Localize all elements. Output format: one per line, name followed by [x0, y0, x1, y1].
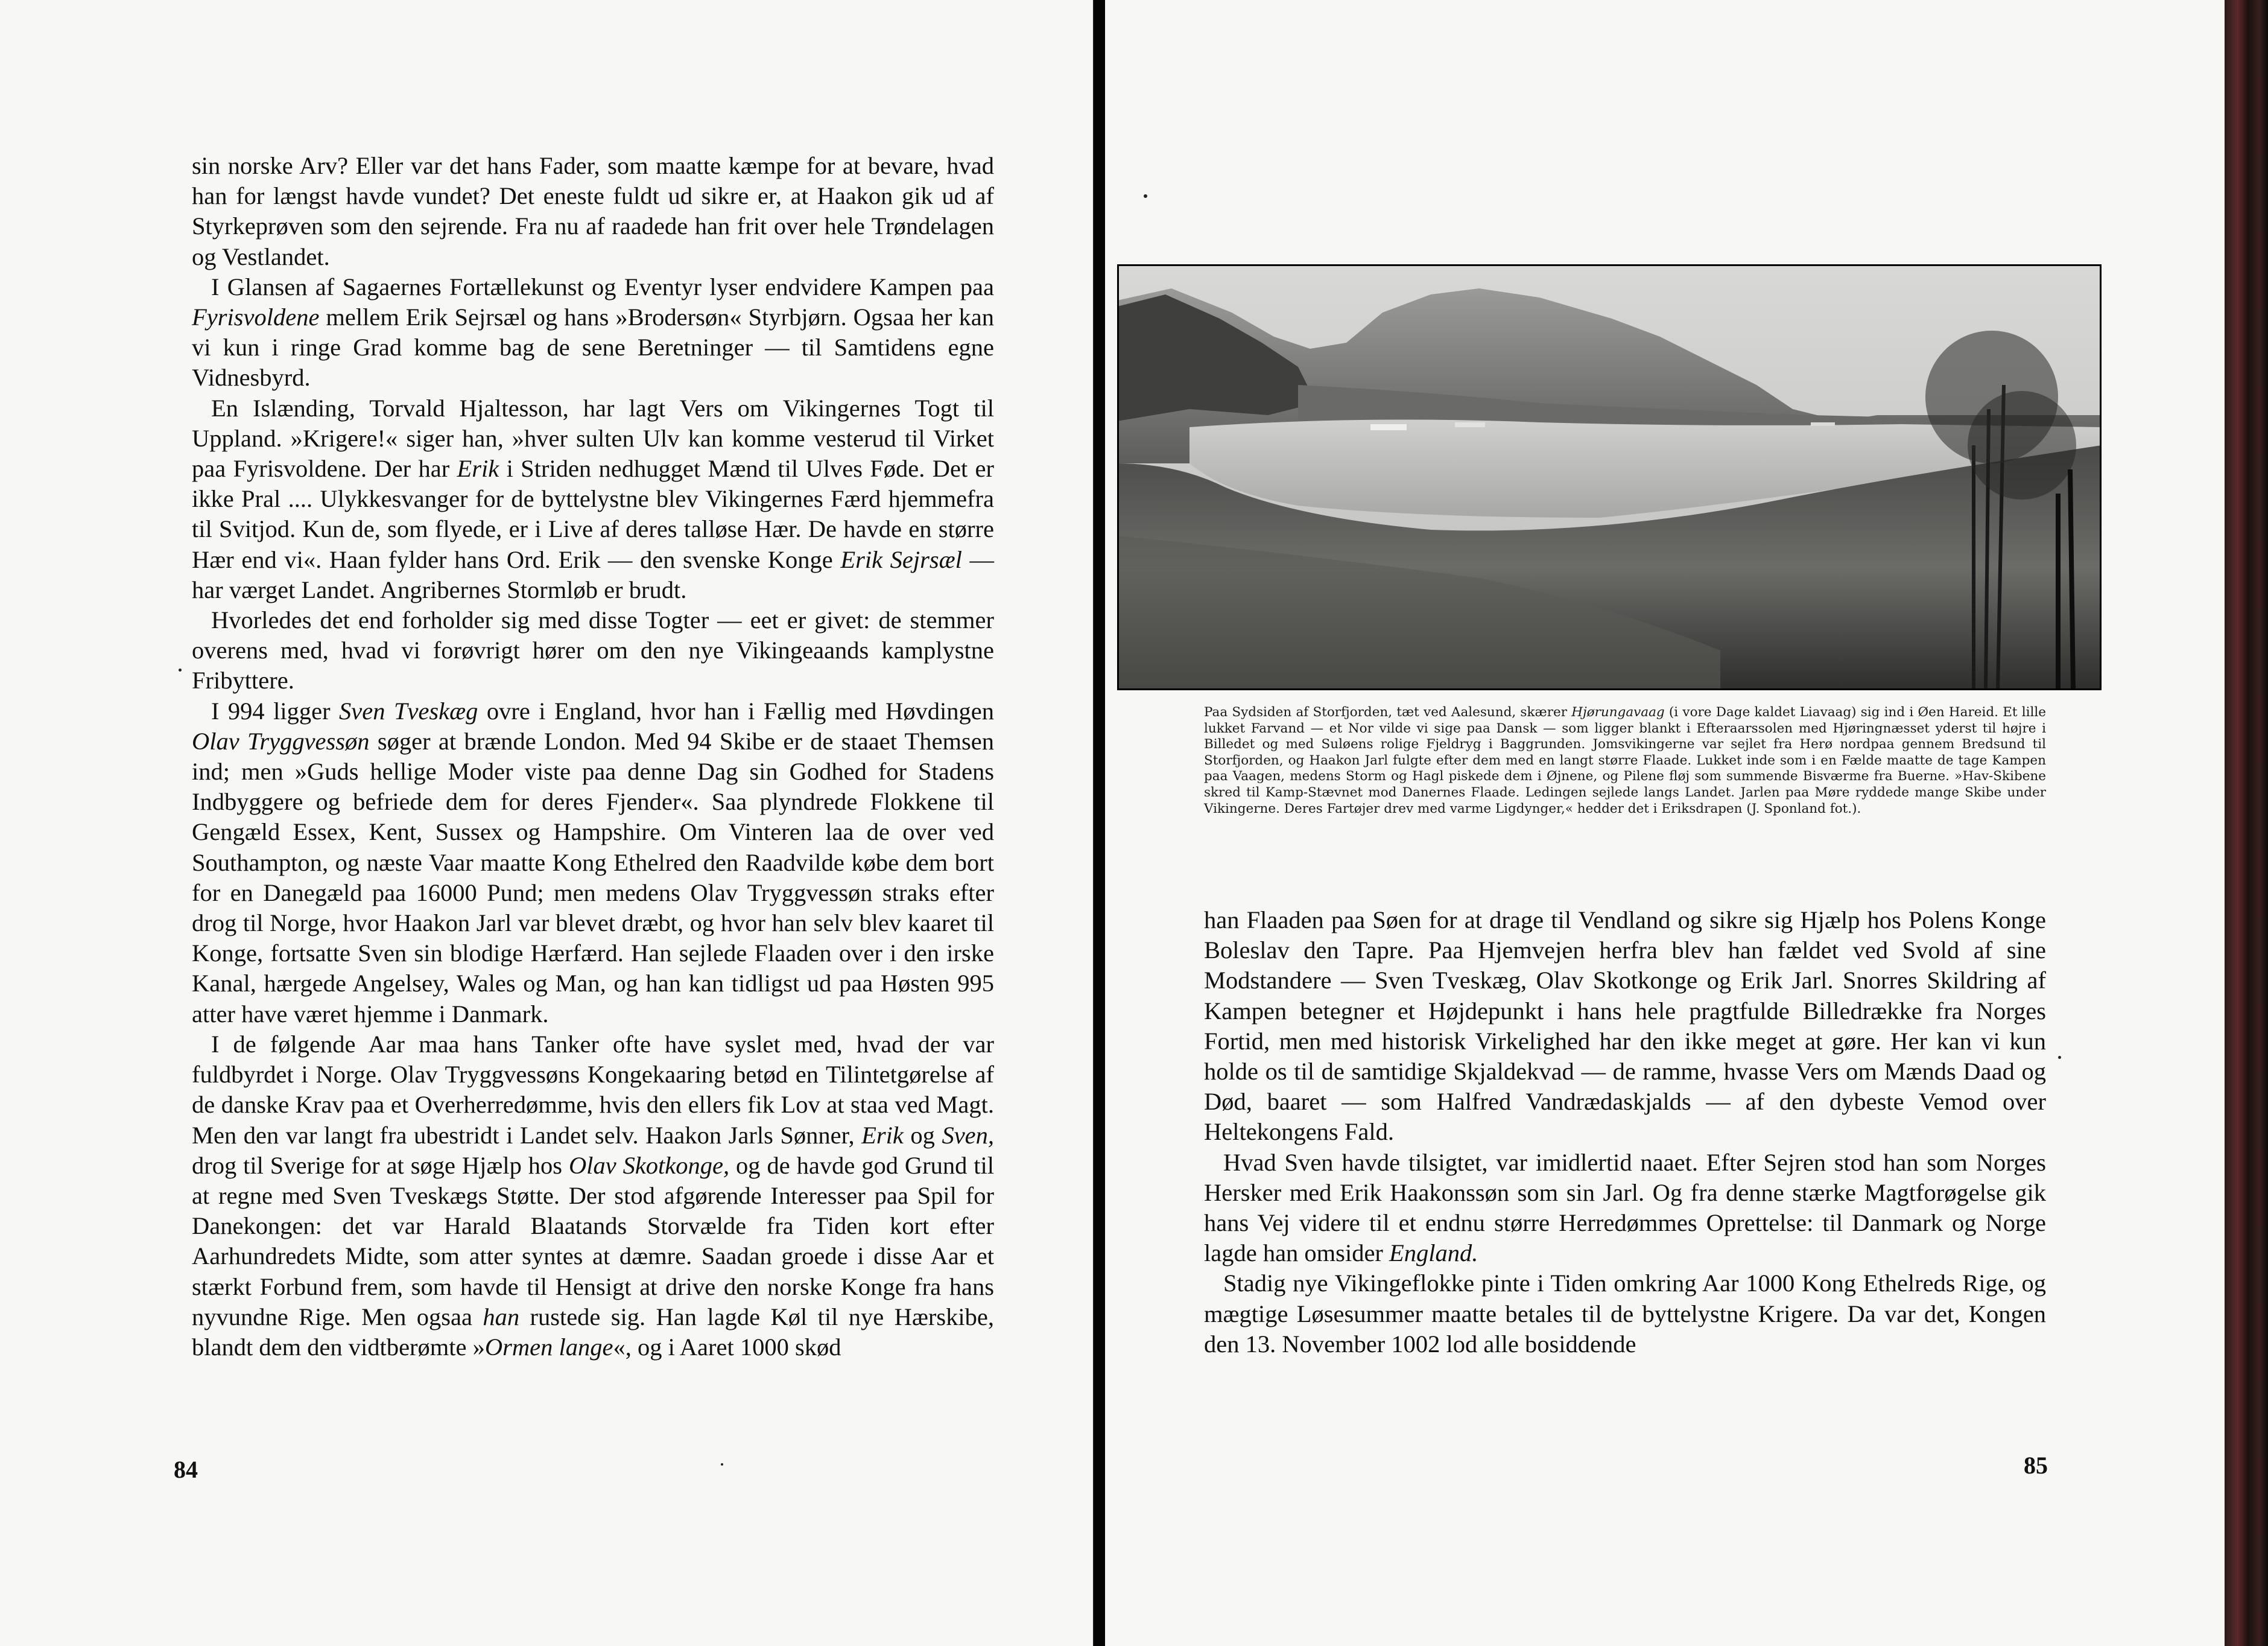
- text-run: — har værget Landet. Angribernes Stormløb er brudt.: [192, 545, 995, 603]
- italic-text: Ormen lange: [484, 1333, 613, 1361]
- text-run: rustede sig. Han lagde Køl til nye Hærskibe, blandt dem den vidtberømte »: [192, 1303, 994, 1361]
- italic-text: han: [483, 1303, 520, 1330]
- page-number-left: 84: [174, 1456, 198, 1483]
- text-run: Hvorledes det end forholder sig med disse Togter — eet er givet: de stemmer overens med, hvad vi forøvrigt hører om den nye Vikingeaands kamplystne Fribyttere.: [192, 606, 994, 694]
- italic-text: Olav Skotkonge,: [568, 1151, 730, 1179]
- italic-text: Olav Tryggvessøn: [192, 727, 370, 755]
- left-page: [0, 0, 1094, 1646]
- text-run: I 994 ligger: [211, 697, 340, 725]
- paragraph: [192, 393, 994, 605]
- italic-text: Erik: [457, 455, 499, 483]
- scan-speck: [2058, 1056, 2061, 1059]
- text-run: I Glansen af Sagaernes Fortællekunst og Eventyr lyser endvidere Kampen paa: [211, 273, 994, 300]
- text-run: Paa Sydsiden af Storfjorden, tæt ved Aalesund, skærer: [1204, 705, 1572, 720]
- italic-text: Erik: [861, 1121, 904, 1149]
- right-page-body: [1204, 905, 2046, 1359]
- scan-speck: [179, 669, 182, 672]
- paragraph: [192, 605, 994, 696]
- paragraph: [1204, 905, 2046, 1148]
- italic-text: Fyrisvoldene: [192, 303, 320, 331]
- italic-text: Erik Sejrsæl: [840, 545, 962, 573]
- text-run: og: [903, 1121, 942, 1149]
- text-run: (i vore Dage kaldet Liavaag) sig ind i Øen Hareid. Et lille lukket Farvand — et Nor vilde vi sige paa Dansk — som ligger blankt i Efteraarssolen med Hjøringnæsset yderst til højre i Billedet og med Suløens rolige Fjeldryg i Baggrunden. Jomsvikingerne var sejlet fra Herø nordpaa gennem Bredsund til Storfjorden, og Haakon Jarl fulgte efter dem med en langt større Flaade. Lukket inde som i en Fælde maatte de tage Kampen paa Vaagen, medens Storm og Hagl piskede dem i Øjnene, og Pilene fløj som summende Bisværme fra Buerne. »Hav-Skibene skred til Kamp-Stævnet mod Danernes Flaade. Ledingen sejlede langs Landet. Jarlen paa Møre ryddede mange Skibe under Vikingerne. Deres Fartøjer drev med varme Ligdynger,« hedder det i Eriksdrapen (J. Sponland fot.).: [1204, 705, 2046, 816]
- page-number-right: 85: [2024, 1452, 2048, 1479]
- text-run: i Striden nedhugget Mænd til Ulves Føde. Det er ikke Pral .... Ulykkesvanger for de byttelystne blev Vikingernes Færd hjemmefra til Svitjod. Kun de, som flyede, er i Live af deres talløse Hær. De havde en større Hær end vi«. Haan fylder hans Ord. Erik — den svenske Konge: [192, 455, 995, 573]
- paragraph: [1204, 1268, 2046, 1359]
- paragraph: [192, 1029, 994, 1362]
- fjord-landscape-image: [1117, 264, 2102, 690]
- paragraph: [1204, 1148, 2046, 1269]
- text-run: og de havde god Grund til at regne med Sven Tveskægs Støtte. Der stod afgørende Interesser paa Spil for Danekongen: det var Harald Blaatands Storvælde fra Tiden kort efter Aarhundredets Midte, som atter syntes at dæmre. Saadan groede i disse Aar et stærkt Forbund frem, som havde til Hensigt at drive den norske Konge fra hans nyvundne Rige. Men ogsaa: [192, 1151, 995, 1330]
- scan-speck: [721, 1463, 723, 1466]
- text-run: sin norske Arv? Eller var det hans Fader, som maatte kæmpe for at bevare, hvad han for længst havde vundet? Det eneste fuldt ud sikre er, at Haakon gik ud af Styrkeprøven som den sejrende. Fra nu af raadede han frit over hele Trøndelagen og Vestlandet.: [192, 152, 994, 270]
- paragraph: [192, 272, 994, 393]
- italic-text: Hjørungavaag: [1571, 705, 1665, 720]
- text-run: han Flaaden paa Søen for at drage til Vendland og sikre sig Hjælp hos Polens Konge Boleslav den Tapre. Paa Hjemvejen herfra blev han fældet ved Svold af sine Modstandere — Sven Tveskæg, Olav Skotkonge og Erik Jarl. Snorres Skildring af Kampen betegner et Højdepunkt i hans hele pragtfulde Billedrække fra Norges Fortid, men med historisk Virkelighed har den ikke meget at gøre. Her kan vi kun holde os til de samtidige Skjaldekvad — de ramme, hvasse Vers om Mænds Daad og Død, baaret — som Halfred Vandrædaskjalds — af den dybeste Vemod over Heltekongens Fald.: [1204, 906, 2046, 1146]
- text-run: En Islænding, Torvald Hjaltesson, har lagt Vers om Vikingernes Togt til Uppland. »Krigere!« siger han, »hver sulten Ulv kan komme vesterud til Virket paa Fyrisvoldene. Der har: [192, 394, 994, 483]
- text-run: Hvad Sven havde tilsigtet, var imidlertid naaet. Efter Sejren stod han som Norges Hersker med Erik Haakonssøn som sin Jarl. Og fra denne stærke Magtforøgelse gik hans Vej videre til et endnu større Herredømmes Oprettelse: til Danmark og Norge lagde han omsider: [1204, 1148, 2046, 1267]
- text-run: I de følgende Aar maa hans Tanker ofte have syslet med, hvad der var fuldbyrdet i Norge. Olav Tryggvessøns Kongekaaring betød en Tilintetgørelse af de danske Krav paa et Overherredømme, hvis den ellers fik Lov at staa ved Magt. Men den var langt fra ubestridt i Landet selv. Haakon Jarls Sønner,: [192, 1030, 994, 1149]
- fjord-photograph: [1117, 264, 2102, 690]
- text-run: Stadig nye Vikingeflokke pinte i Tiden omkring Aar 1000 Kong Ethelreds Rige, og mægtige Løsesummer maatte betales til de byttelystne Krigere. Da var det, Kongen den 13. November 1002 lod alle bosiddende: [1204, 1269, 2046, 1358]
- text-run: søger at brænde London. Med 94 Skibe er de staaet Themsen ind; men »Guds hellige Moder viste paa denne Dag sin Godhed for Stadens Indbyggere og befriede dem for deres Fjender«. Saa plyndrede Flokkene til Gengæld Essex, Kent, Sussex og Hampshire. Om Vinteren laa de over ved Southampton, og næste Vaar maatte Kong Ethelred den Raadvilde købe dem bort for en Danegæld paa 16000 Pund; men medens Olav Tryggvessøn straks efter drog til Norge, hvor Haakon Jarl var blevet dræbt, og hvor han selv blev kaaret til Konge, fortsatte Sven sin blodige Hærfærd. Han sejlede Flaaden over i den irske Kanal, hærgede Angelsey, Wales og Man, og han kan tidligst ud paa Høsten 995 atter have været hjemme i Danmark.: [192, 727, 994, 1028]
- left-page-body: [192, 151, 994, 1362]
- book-edge: [2225, 0, 2268, 1646]
- paragraph: [192, 696, 994, 1029]
- italic-text: Sven,: [942, 1121, 995, 1149]
- text-run: drog til Sverige for at søge Hjælp hos: [192, 1151, 569, 1179]
- scan-speck: [1144, 194, 1147, 198]
- right-page: [1105, 0, 2225, 1646]
- text-run: mellem Erik Sejrsæl og hans »Brodersøn« Styrbjørn. Ogsaa her kan vi kun i ringe Grad komme bag de sene Beretninger — til Samtidens egne Vidnesbyrd.: [192, 303, 994, 392]
- text-run: ovre i England, hvor han i Fællig med Høvdingen: [478, 697, 994, 725]
- photo-caption: [1204, 705, 2046, 817]
- text-run: «, og i Aaret 1000 skød: [613, 1333, 841, 1361]
- italic-text: England.: [1389, 1239, 1478, 1267]
- paragraph: [192, 151, 994, 272]
- italic-text: Sven Tveskæg: [339, 697, 478, 725]
